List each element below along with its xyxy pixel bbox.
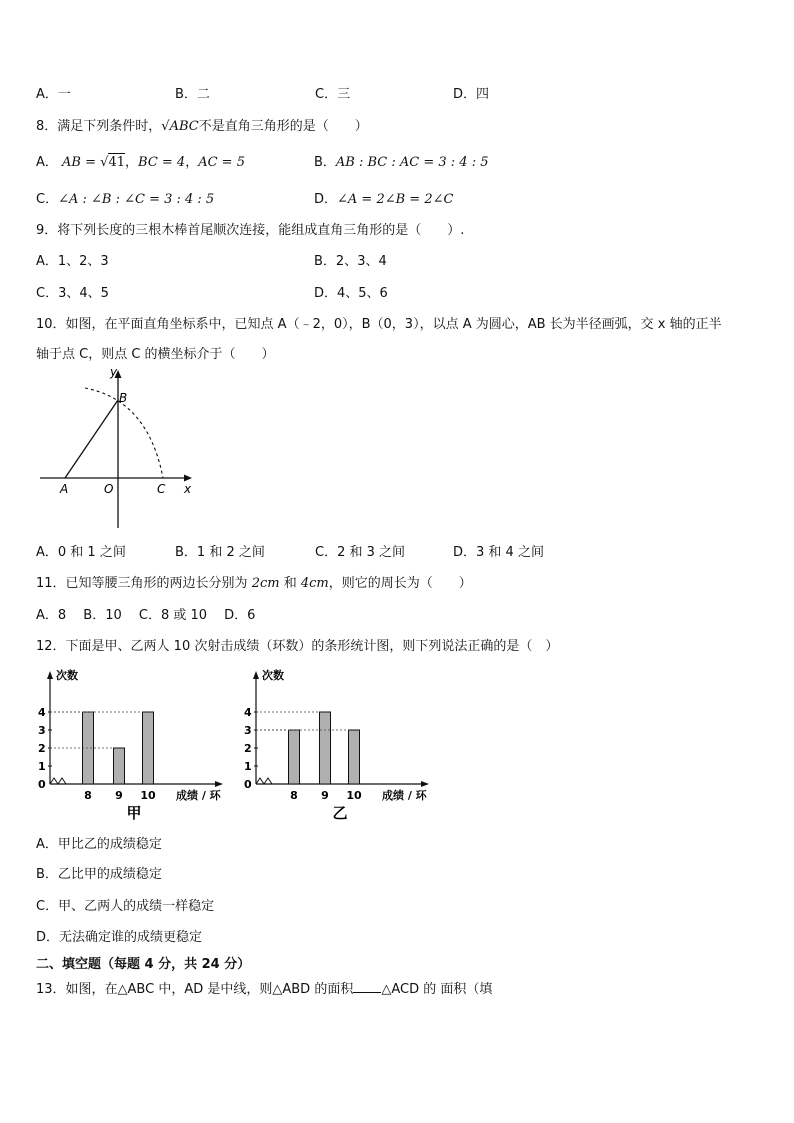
- y-tick-label: 1: [38, 760, 46, 773]
- q9-option-a: A．1、2、3: [36, 254, 109, 269]
- q12-option-a: A．甲比乙的成绩稳定: [36, 837, 162, 852]
- option-label: A．: [36, 87, 58, 102]
- y-axis-arrow-icon: [253, 671, 259, 679]
- q8-a-ab: AB: [62, 155, 81, 170]
- q12-stem: 12．下面是甲、乙两人 10 次射击成绩（环数）的条形统计图，则下列说法正确的是（ ）: [36, 639, 559, 654]
- q8-a-ac: AC = 5: [198, 155, 245, 170]
- x-tick-label: 8: [84, 789, 92, 802]
- q12-option-b: B．乙比甲的成绩稳定: [36, 867, 162, 882]
- option-label: D．: [453, 87, 477, 102]
- y-tick-label: 4: [244, 706, 252, 719]
- y-tick-label: 4: [38, 706, 46, 719]
- x-axis-label: 成绩 / 环: [176, 789, 221, 802]
- q11-stem-post: ，则它的周长为（ ）: [328, 576, 472, 591]
- y-axis-label: 次数: [262, 669, 284, 682]
- y-tick-label: 2: [244, 742, 252, 755]
- segment-ab: [65, 400, 118, 478]
- label-c: C: [157, 482, 166, 496]
- q7-option-d: [453, 83, 489, 102]
- section-heading: 二、填空题（每题 4 分，共 24 分）: [36, 957, 251, 972]
- q9-stem: 9．将下列长度的三根木棒首尾顺次连接，能组成直角三角形的是（ ）.: [36, 223, 465, 238]
- option-label: D．: [314, 192, 338, 207]
- q8-triangle: √ABC: [161, 119, 199, 134]
- q13-stem-pre: 13．如图，在△ABC 中，AD 是中线，则△ABD 的面积: [36, 982, 354, 997]
- bar: [143, 712, 154, 784]
- q8-stem-pre: 8．满足下列条件时，: [36, 119, 162, 134]
- q11-stem: [36, 572, 472, 591]
- q8-stem-post: 不是直角三角形的是（ ）: [198, 119, 368, 134]
- q8-a-sep1: ，: [125, 155, 139, 170]
- q8-option-b: [314, 151, 489, 170]
- chart-jia: [30, 662, 240, 822]
- bar: [349, 730, 360, 784]
- q8-a-sqrt: 41: [108, 155, 126, 170]
- option-text: ∠A = 2∠B = 2∠C: [337, 192, 454, 207]
- q10-option-a: A．0 和 1 之间: [36, 545, 126, 560]
- axis-break-icon: [50, 778, 66, 784]
- y-tick-label: 1: [244, 760, 252, 773]
- label-y: y: [110, 365, 118, 379]
- q11-options: A．8 B．10 C．8 或 10 D．6: [36, 608, 256, 623]
- option-text: 一: [57, 87, 71, 102]
- x-tick-label: 9: [115, 789, 123, 802]
- chart-title: 甲: [126, 804, 142, 822]
- x-axis-arrow-icon: [215, 781, 223, 787]
- option-label: C．: [315, 87, 338, 102]
- q13-stem: [36, 978, 492, 997]
- option-text: 四: [476, 87, 490, 102]
- q10-option-d: D．3 和 4 之间: [453, 545, 544, 560]
- q13-stem-post: △ACD 的 面积（填: [381, 982, 493, 997]
- option-text: AB : BC : AC = 3 : 4 : 5: [335, 155, 489, 170]
- q11-length-1: 2cm: [251, 576, 280, 591]
- option-label: C．: [36, 192, 59, 207]
- q9-option-b: B．2、3、4: [314, 254, 387, 269]
- label-o: O: [104, 482, 114, 496]
- x-tick-label: 10: [140, 789, 156, 802]
- q11-stem-pre: 11．已知等腰三角形的两边长分别为: [36, 576, 252, 591]
- y-tick-label: 3: [244, 724, 252, 737]
- y-axis-label: 次数: [56, 669, 78, 682]
- x-tick-label: 8: [290, 789, 298, 802]
- answer-blank: [353, 980, 381, 993]
- q7-option-a: [36, 83, 71, 102]
- q11-length-2: 4cm: [300, 576, 329, 591]
- q8-a-bc: BC = 4: [138, 155, 186, 170]
- chart-yi: [236, 662, 446, 822]
- axis-break-icon: [256, 778, 272, 784]
- x-axis-arrow-icon: [184, 475, 192, 482]
- chart-title: 乙: [332, 804, 348, 822]
- q10-option-c: C．2 和 3 之间: [315, 545, 406, 560]
- label-a: A: [60, 482, 69, 496]
- q8-stem: [36, 115, 368, 134]
- q12-option-d: D．无法确定谁的成绩更稳定: [36, 930, 203, 945]
- q9-option-d: D．4、5、6: [314, 286, 388, 301]
- q9-option-c: C．3、4、5: [36, 286, 109, 301]
- bar: [114, 748, 125, 784]
- q8-option-a: A． AB = √41，BC = 4，AC = 5: [36, 155, 245, 170]
- q10-option-b: B．1 和 2 之间: [175, 545, 265, 560]
- q10-coordinate-diagram: [30, 362, 200, 532]
- x-axis-label: 成绩 / 环: [382, 789, 427, 802]
- q10-stem-line2: 轴于点 C，则点 C 的横坐标介于（ ）: [36, 347, 275, 362]
- bar: [320, 712, 331, 784]
- bar: [289, 730, 300, 784]
- option-label: A．: [36, 155, 58, 170]
- y-axis-arrow-icon: [47, 671, 53, 679]
- q8-option-d: [314, 188, 453, 207]
- label-b: B: [119, 391, 128, 405]
- q7-option-b: [175, 83, 210, 102]
- y-tick-label: 3: [38, 724, 46, 737]
- x-axis-arrow-icon: [421, 781, 429, 787]
- y-tick-label: 0: [244, 778, 252, 791]
- y-tick-label: 0: [38, 778, 46, 791]
- q7-option-c: [315, 83, 350, 102]
- q10-stem-line1: 10．如图，在平面直角坐标系中，已知点 A（﹣2，0），B（0，3），以点 A 为圆心，AB 长为半径画弧，交 x 轴的正半: [36, 317, 722, 332]
- q8-option-c: [36, 188, 214, 207]
- option-label: B．: [175, 87, 197, 102]
- option-text: 二: [196, 87, 210, 102]
- y-tick-label: 2: [38, 742, 46, 755]
- label-x: x: [184, 482, 192, 496]
- option-text: ∠A : ∠B : ∠C = 3 : 4 : 5: [58, 192, 215, 207]
- option-text: 三: [337, 87, 351, 102]
- q12-option-c: C．甲、乙两人的成绩一样稳定: [36, 899, 215, 914]
- q11-stem-mid: 和: [279, 576, 301, 591]
- x-tick-label: 10: [346, 789, 362, 802]
- x-tick-label: 9: [321, 789, 329, 802]
- q8-a-sep2: ，: [185, 155, 199, 170]
- q8-a-eq: =: [81, 155, 101, 170]
- option-label: B．: [314, 155, 336, 170]
